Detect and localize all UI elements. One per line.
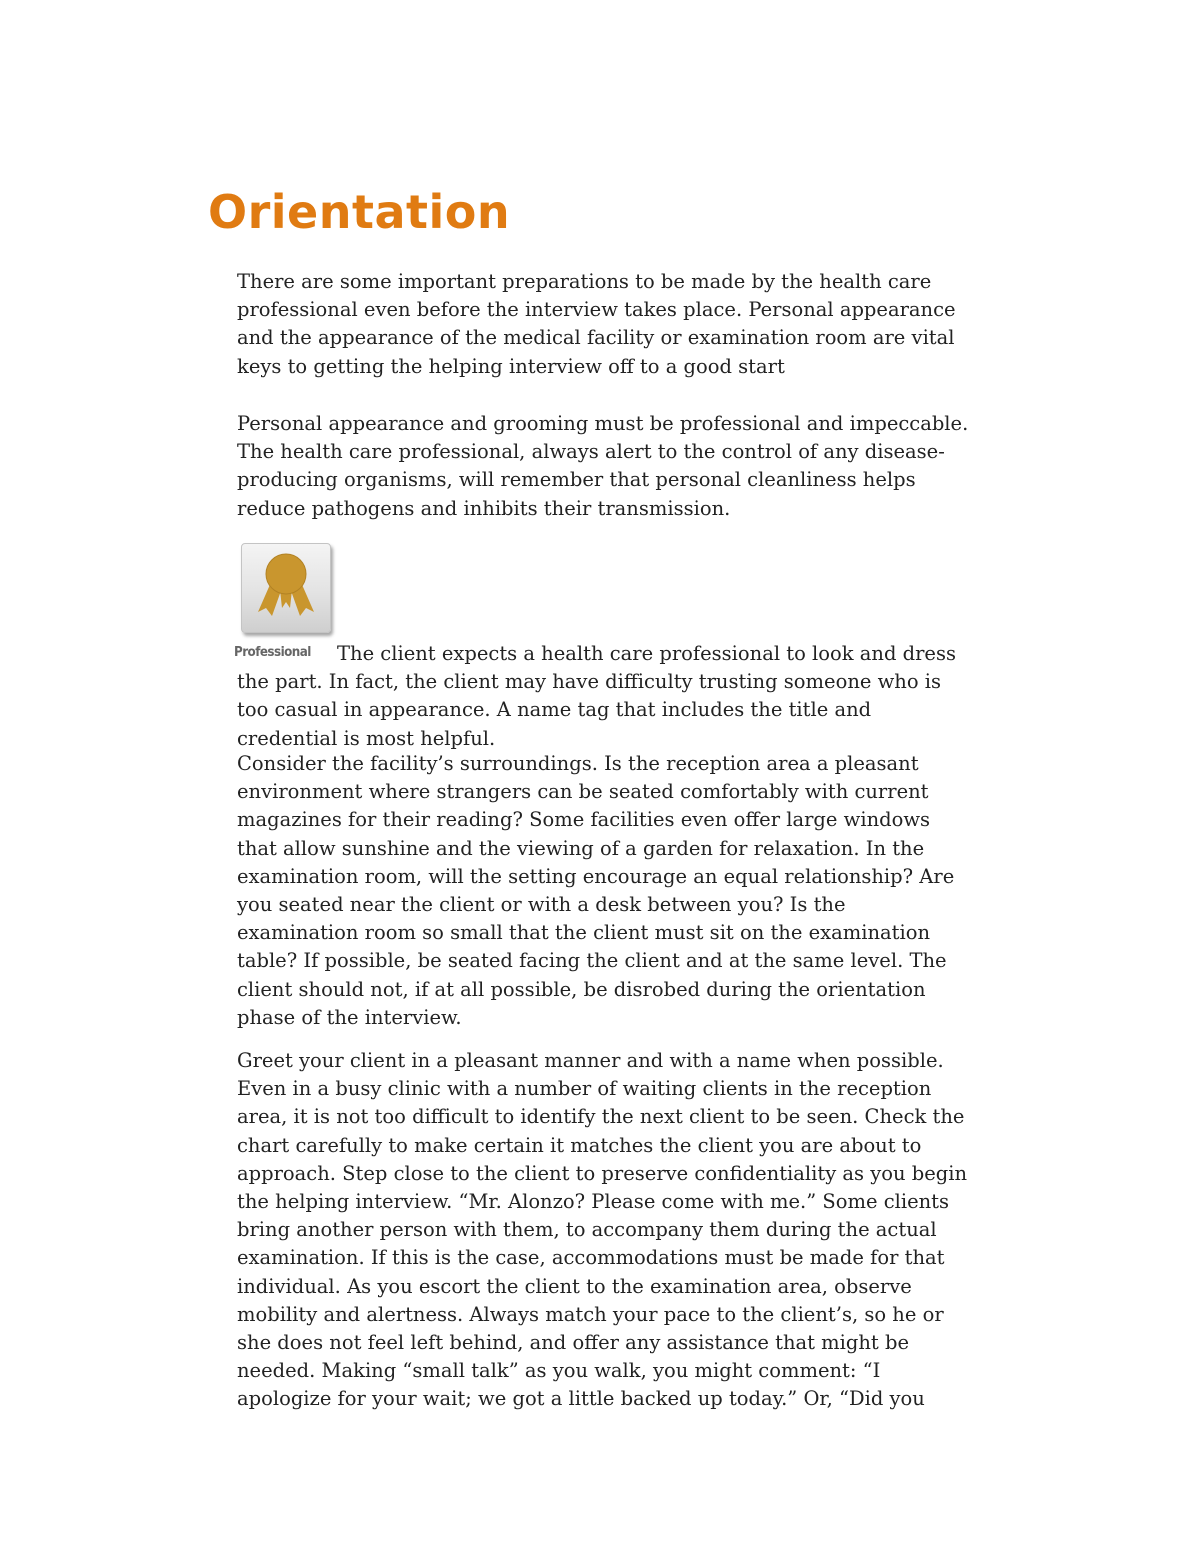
badge-caption: Professional xyxy=(234,645,311,660)
paragraph-greeting: Greet your client in a pleasant manner and with a name when possible. Even in a busy clinic with a number of waiting clients in the reception area, it is not too difficult to identify the next client to be seen. Check the chart carefully to make certain it matches the client you are about to approach. Step close to the client to preserve confidentiality as you begin the helping interview. “Mr. Alonzo? Please come with me.” Some clients bring another person with them, to accompany them during the actual examination. If this is the case, accommodations must be made for that individual. As you escort the client to the examination area, observe mobility and alertness. Always match your pace to the client’s, so he or she does not feel left behind, and offer any assistance that might be needed. Making “small talk” as you walk, you might comment: “I apologize for your wait; we got a little backed up today.” Or, “Did you xyxy=(237,1049,968,1411)
paragraph-facility: Consider the facility’s surroundings. Is the reception area a pleasant environment where strangers can be seated comfortably with current magazines for their reading? Some facilities even offer large windows that allow sunshine and the viewing of a garden for relaxation. In the examination room, will the setting encourage an equal relationship? Are you seated near the client or with a desk between you? Is the examination room so small that the client must sit on the examination table? If possible, be seated facing the client and at the same level. The client should not, if at all possible, be disrobed during the orientation phase of the interview. xyxy=(237,752,955,1029)
page-title: Orientation xyxy=(208,185,511,239)
paragraph-client-expectations: The client expects a health care professional to look and dress the part. In fact, the client may have difficulty trusting someone who is too casual in appearance. A name tag that includes the title and credential is most helpful. xyxy=(237,642,956,750)
award-ribbon-icon xyxy=(250,550,322,626)
professional-badge xyxy=(241,543,331,633)
paragraph-preparations: There are some important preparations to be made by the health care professional even before the interview takes place. Personal appearance and the appearance of the medical facility or examination room are vital keys to getting the helping interview off to a good start xyxy=(237,270,956,378)
paragraph-grooming: Personal appearance and grooming must be professional and impeccable. The health care professional, always alert to the control of any disease-producing organisms, will remember that personal cleanliness helps reduce pathogens and inhibits their transmission. xyxy=(237,412,969,520)
